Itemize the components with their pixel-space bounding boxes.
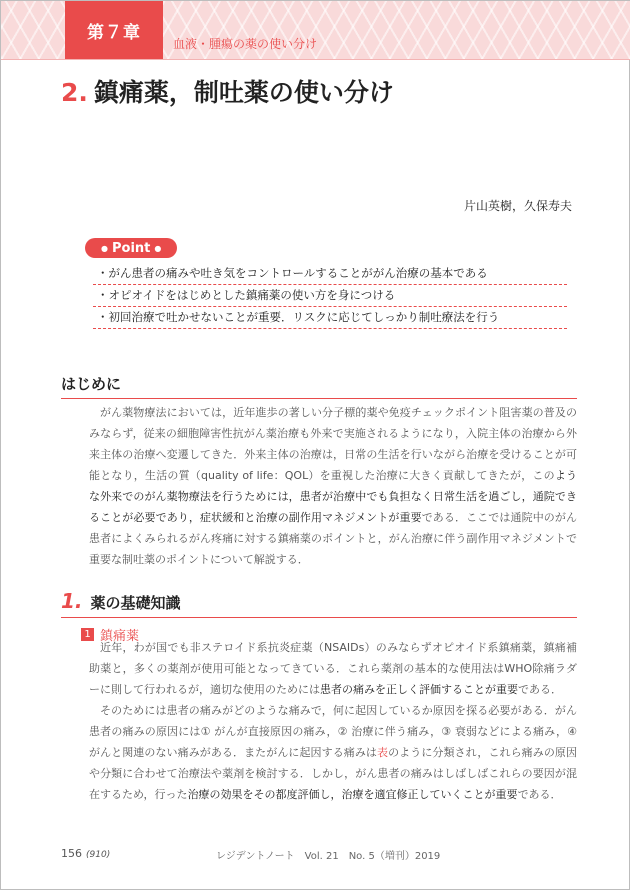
page-number-text: 156 — [61, 847, 82, 860]
analgesic-paragraph-2 — [89, 700, 577, 805]
analgesic-text-2a: そのためには患者の痛みがどのような痛みで，何に起因しているか原因を探る必要がある．がん患者の痛みの原因には① がんが直接原因の痛み，② 治療に伴う痛み，③ 衰弱などによる痛み，④ がんと関連のない痛みがある．またがんに起因する痛みは — [89, 704, 577, 759]
intro-heading — [61, 373, 577, 399]
intro-text-1: がん薬物療法においては，近年進歩の著しい分子標的薬や免疫チェックポイント阻害薬の普及のみならず，従来の細胞障害性抗がん薬治療も外来で実施されるようになり，入院主体の治療から外来主体の治療へ変遷してきた．外来主体の治療は，日常の生活を行いながら治療を受けることが可能となり，生活の質（quality of life：QOL）を重視した治療に大きく貢献してきたが，この — [89, 406, 577, 482]
analgesic-emphasis-1: 患者の痛みを正しく評価することが重要 — [320, 683, 518, 696]
point-item: ・初回治療で吐かせないことが重要．リスクに応じてしっかり制吐療法を行う — [93, 307, 567, 329]
chapter-subtitle: 血液・腫瘍の薬の使い分け — [173, 37, 318, 51]
intro-heading-text: はじめに — [61, 375, 122, 393]
intro-text-2: である．ここでは通院中のがん患者によくみられるがん疼痛に対する鎮痛薬のポイントと，がん治療に伴う副作用マネジメントで重要な制吐薬のポイントについて解説する． — [89, 511, 577, 566]
intro-paragraph — [89, 402, 577, 570]
subsection-title: 鎮痛薬 — [100, 629, 140, 644]
point-item: ・オピオイドをはじめとした鎮痛薬の使い方を身につける — [93, 285, 567, 307]
analgesic-paragraph-1 — [89, 637, 577, 700]
bullet-icon: ● — [101, 243, 108, 253]
page-number-sub: (910) — [86, 850, 111, 860]
journal-info: レジデントノート Vol. 21 No. 5（増刊）2019 — [216, 851, 441, 862]
point-badge — [85, 238, 177, 258]
page-title — [61, 73, 394, 109]
point-item: ・がん患者の痛みや吐き気をコントロールすることががん治療の基本である — [93, 263, 567, 285]
authors: 片山英樹，久保寿夫 — [463, 199, 572, 213]
point-list — [93, 263, 567, 329]
analgesic-text-2b: のように分類され，これら痛みの原因や分類に合わせて治療法や薬剤を検討する．しかし，がん患者の痛みはしばしばこれらの要因が混在するため，行った — [89, 746, 577, 801]
page-number — [61, 847, 110, 860]
analgesic-emphasis-2: 治療の効果をその都度評価し，治療を適宜修正していくことが重要 — [187, 788, 518, 801]
analgesic-text-1b: である． — [518, 683, 562, 696]
point-badge-label: Point — [111, 240, 151, 256]
section1-heading — [61, 589, 577, 618]
subsection-number: 1 — [81, 628, 94, 641]
section1-heading-text: 薬の基礎知識 — [90, 594, 181, 612]
intro-emphasis: ような外来でのがん薬物療法を行うためには，患者が治療中でも負担なく日常生活を過ごし，通院できることが必要であり，症状緩和と治療の副作用マネジメントが重要 — [89, 469, 578, 524]
table-reference[interactable]: 表 — [377, 746, 389, 759]
analgesic-text-2c: である． — [517, 788, 562, 801]
section1-number: 1. — [61, 589, 83, 613]
title-number: 2. — [61, 78, 88, 107]
chapter-label: 第７章 — [65, 1, 163, 59]
bullet-icon: ● — [154, 243, 162, 253]
title-text: 鎮痛薬，制吐薬の使い分け — [93, 78, 394, 107]
analgesic-text-1a: 近年，わが国でも非ステロイド系抗炎症薬（NSAIDs）のみならずオピオイド系鎮痛薬，鎮痛補助薬と，多くの薬剤が使用可能となってきている．これら薬剤の基本的な使用法はWHO除痛ラダーに則して行われるが，適切な使用のためには — [89, 641, 577, 696]
